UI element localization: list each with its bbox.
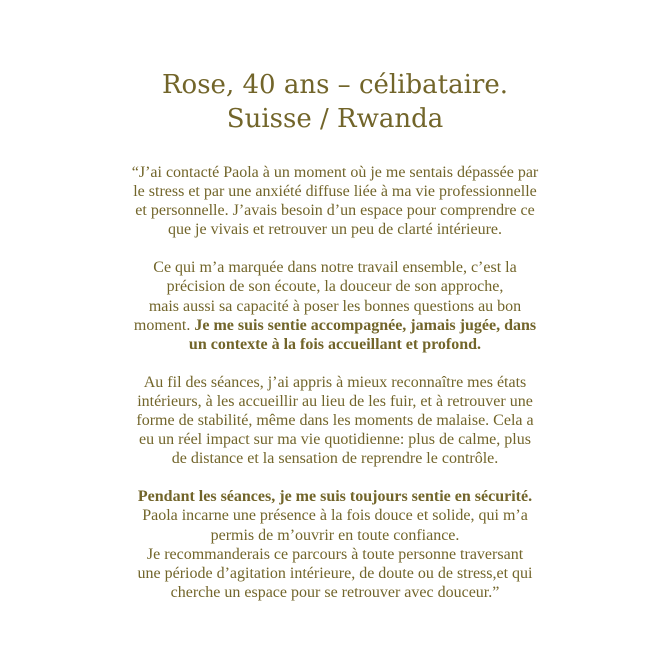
text-line: intérieurs, à les accueillir au lieu de les fuir, et à retrouver une xyxy=(137,392,533,410)
highlight-text: Je me suis sentie accompagnée, jamais jugée, dans xyxy=(194,316,537,334)
highlight-text: Pendant les séances, je me suis toujours sentie en sécurité. xyxy=(137,488,533,506)
text-line: eu un réel impact sur ma vie quotidienne: plus de calme, plus xyxy=(139,431,531,449)
title-line-name: Rose, 40 ans – célibataire. xyxy=(161,70,509,100)
text-line: permis de m’ouvrir en toute confiance. xyxy=(210,526,460,544)
title-line-location: Suisse / Rwanda xyxy=(226,104,444,134)
testimonial-body xyxy=(85,163,585,602)
highlight-text: un contexte à la fois accueillant et profond. xyxy=(188,335,482,353)
text-line: “J’ai contacté Paola à un moment où je me sentais dépassée par xyxy=(131,164,539,181)
text-line: le stress et par une anxiété diffuse liée à ma vie professionnelle xyxy=(133,183,537,201)
page-title xyxy=(0,68,670,136)
text-line: précision de son écoute, la douceur de son approche, xyxy=(166,278,504,296)
text-line: Paola incarne une présence à la fois douce et solide, qui m’a xyxy=(142,507,528,525)
text-line: que je vivais et retrouver un peu de clarté intérieure. xyxy=(167,221,503,239)
text-line: cherche un espace pour se retrouver avec douceur.” xyxy=(170,583,500,601)
text-line: Au fil des séances, j’ai appris à mieux reconnaître mes états xyxy=(143,373,527,391)
testimonial-paragraph-4 xyxy=(85,487,585,602)
text-line: Ce qui m’a marquée dans notre travail ensemble, c’est la xyxy=(153,259,517,277)
text-line: une période d’agitation intérieure, de doute ou de stress,et qui xyxy=(137,564,533,582)
testimonial-paragraph-1 xyxy=(85,163,585,239)
text-segment: moment. xyxy=(133,316,195,334)
testimonial-paragraph-2 xyxy=(85,258,585,353)
text-line-mixed xyxy=(85,316,585,335)
text-line: mais aussi sa capacité à poser les bonnes questions au bon xyxy=(148,297,522,315)
text-line: et personnelle. J’avais besoin d’un espace pour comprendre ce xyxy=(135,202,535,220)
text-line: forme de stabilité, même dans les moments de malaise. Cela a xyxy=(136,412,534,430)
text-line: Je recommanderais ce parcours à toute personne traversant xyxy=(146,545,524,563)
testimonial-paragraph-3 xyxy=(85,373,585,468)
text-line: de distance et la sensation de reprendre le contrôle. xyxy=(171,450,499,468)
